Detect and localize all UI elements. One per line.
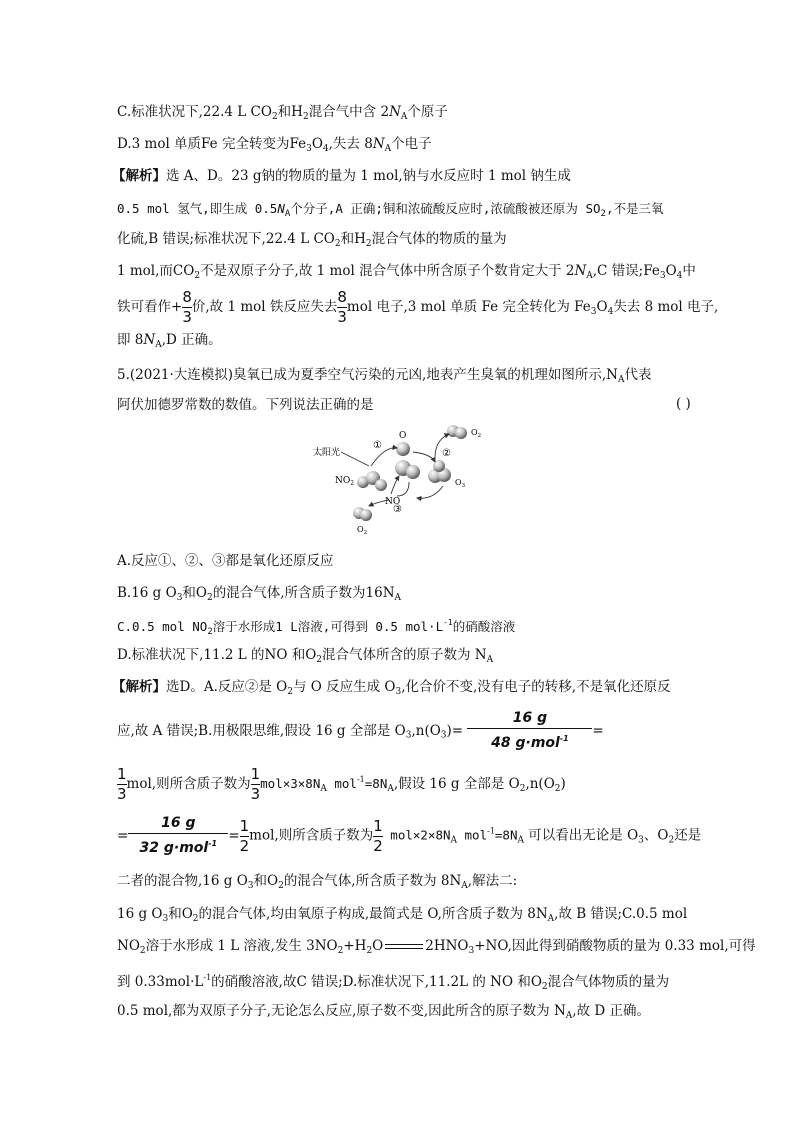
analysis-2-line-8: 到 $0.33mol\cdot L^{-1}$的硝酸溶液,故C 错误;D.标准状况下,11.2L 的 NO 和$O_2$混合气体物质的量为	[117, 973, 670, 992]
fraction-1-2: $\frac{1}{2}$	[239, 816, 250, 855]
analysis-tag: 【解析】	[112, 168, 166, 184]
o-atom-label: O	[399, 431, 407, 441]
o2-top-label: $O_2$	[471, 428, 482, 439]
option-b: B.16 g $O_3$和$O_2$的混合气体,所含质子数为$16N_A$	[117, 585, 402, 603]
fraction-1-3-b: $\frac{1}{3}$	[250, 765, 261, 803]
no2-atom-o2	[375, 479, 387, 491]
analysis-2-line-5: 二者的混合物,16 g $O_3$和$O_2$的混合气体,所含质子数为 $8N_A$,解法二:	[117, 873, 518, 891]
analysis-2-line-7: $NO_2$溶于水形成 1 L 溶液,发生 $3NO_2+H_2O$ $2HNO_3+NO$,因此得到硝酸物质的量为 0.33 mol,可得	[117, 938, 756, 956]
answer-bracket: ( )	[676, 396, 691, 412]
analysis-2-line-1: 【解析】选D。A.反应②是 $O_2$与 O 反应生成 $O_3$,化合价不变,没有电子的转移,不是氧化还原反	[112, 679, 671, 697]
analysis-1-line-6: 即 $8N_A,D$ 正确。	[117, 332, 222, 350]
option-d: D.标准状况下,11.2 L 的NO 和$O_2$混合气体所含的原子数为 $N_A$	[117, 647, 494, 665]
equation-double-line	[385, 944, 423, 949]
o2-top-atom-2	[455, 427, 467, 439]
o3-to-no-arrow	[417, 486, 443, 498]
fraction-1-2-b: $\frac{1}{2}$	[373, 816, 383, 855]
analysis-2-line-4: = $\frac{16 g}{32 g\cdot mol^{-1}}$ = $\frac{1}{2}$ mol,则所含质子数为 $\frac{1}{2}$ $mol\times 2\times 8N_A$ $mol^{-1}=8N_A$ 可以看出无论是 $O_3$、$O_2$还是	[117, 815, 702, 856]
sunlight-label: 太阳光	[313, 448, 341, 458]
fraction-1-3: $\frac{1}{3}$	[117, 765, 127, 803]
o2-bottom-label: $O_2$	[357, 525, 368, 534]
reaction-3-marker: ③	[393, 504, 402, 515]
analysis-2-line-6: 16 g $O_3$和$O_2$的混合气体,均由氧原子构成,最简式是 O,所含质子数为 $8N_A$,故 B 错误;C.0.5 mol	[117, 906, 688, 924]
fraction-8-3-b: $\frac{8}{3}$	[337, 288, 347, 326]
analysis-1-line-4: 1 mol,而$CO_2$不是双原子分子,故 1 mol 混合气体中所含原子个数肯定大于 $2N_A,C$ 错误$;Fe_3O_4$中	[117, 263, 696, 281]
o-to-o3-arrow	[413, 452, 435, 462]
analysis-1-line-5: 铁可看作+ $\frac{8}{3}$ 价,故 1 mol 铁反应失去 $\frac{8}{3}$ mol 电子,3 mol 单质 Fe 完全转化为 $Fe_3O_4$失去 8 mol 电子,	[117, 288, 719, 326]
reaction-2-marker: ②	[442, 448, 451, 459]
analysis-2-line-3: $\frac{1}{3}$ mol,则所含质子数为 $\frac{1}{3}$ $mol\times 3\times 8N_A$ $mol^{-1}=8N_A$,假设 16 g 全部是 $O_2,n(O_2)$	[117, 765, 566, 803]
fraction-16-over-32: $\frac{16 g}{32 g\cdot mol^{-1}}$	[128, 815, 228, 857]
no-atom-2	[406, 465, 420, 479]
fraction-8-3: $\frac{8}{3}$	[182, 288, 192, 326]
question-5-line-1: 5.(2021·大连模拟)臭氧已成为夏季空气污染的元凶,地表产生臭氧的机理如图所示$,N_A$代表	[117, 367, 652, 385]
fraction-16-over-48: $\frac{16 g}{48 g\cdot mol^{-1}}$	[467, 710, 592, 752]
option-c: C.0.5 mol $NO_2$溶于水形成1 L溶液,可得到 0.5 $mol\cdot L^{-1}$的硝酸溶液	[117, 618, 516, 637]
question-5-line-2: 阿伏加德罗常数的数值。下列说法正确的是	[117, 397, 374, 413]
option-d-line: D.3 mol 单质Fe 完全转变为$Fe_3O_4$,失去 $8N_A$个电子	[117, 136, 432, 154]
analysis-1-line-3: 化硫,B 错误;标准状况下,22.4 L $CO_2$和$H_2$混合气体的物质的量为	[117, 231, 507, 249]
analysis-2-line-2: 应,故 A 错误;B.用极限思维,假设 16 g 全部是 $O_3,n(O_3)=$ $\frac{16 g}{48 g\cdot mol^{-1}}$ =	[117, 710, 604, 751]
analysis-tag-2: 【解析】	[112, 679, 166, 695]
no2-label: $NO_2$	[335, 476, 355, 487]
analysis-1-line-1: 【解析】选 A、D。23 g钠的物质的量为 1 mol,钠与水反应时 1 mol 钠生成	[112, 168, 571, 184]
analysis-2-line-9: 0.5 mol,都为双原子分子,无论怎么反应,原子数不变,因此所含的原子数为 $N_A$,故 D 正确。	[117, 1003, 650, 1021]
option-a: A.反应①、②、③都是氧化还原反应	[117, 553, 334, 569]
no2-from-no-arrow	[391, 476, 399, 494]
analysis-1-line-2: 0.5 mol 氢气,即生成 $0.5N_A$个分子,A 正确;铜和浓硫酸反应时,浓硫酸被还原为 $SO_2$,不是三氧	[117, 201, 664, 219]
no-loop-line	[397, 482, 409, 496]
option-c-line: C.标准状况下,22.4 L $CO_2$和$H_2$混合气中含 $2N_A$个原子	[117, 104, 448, 122]
o-atom	[396, 442, 410, 456]
no-label: NO	[385, 497, 401, 507]
sunlight-ray	[341, 452, 369, 466]
reaction-1-marker: ①	[373, 440, 382, 451]
ozone-mechanism-diagram	[305, 416, 495, 534]
o3-label: $O_3$	[455, 478, 466, 489]
o2-bottom-atom-2	[360, 509, 372, 521]
